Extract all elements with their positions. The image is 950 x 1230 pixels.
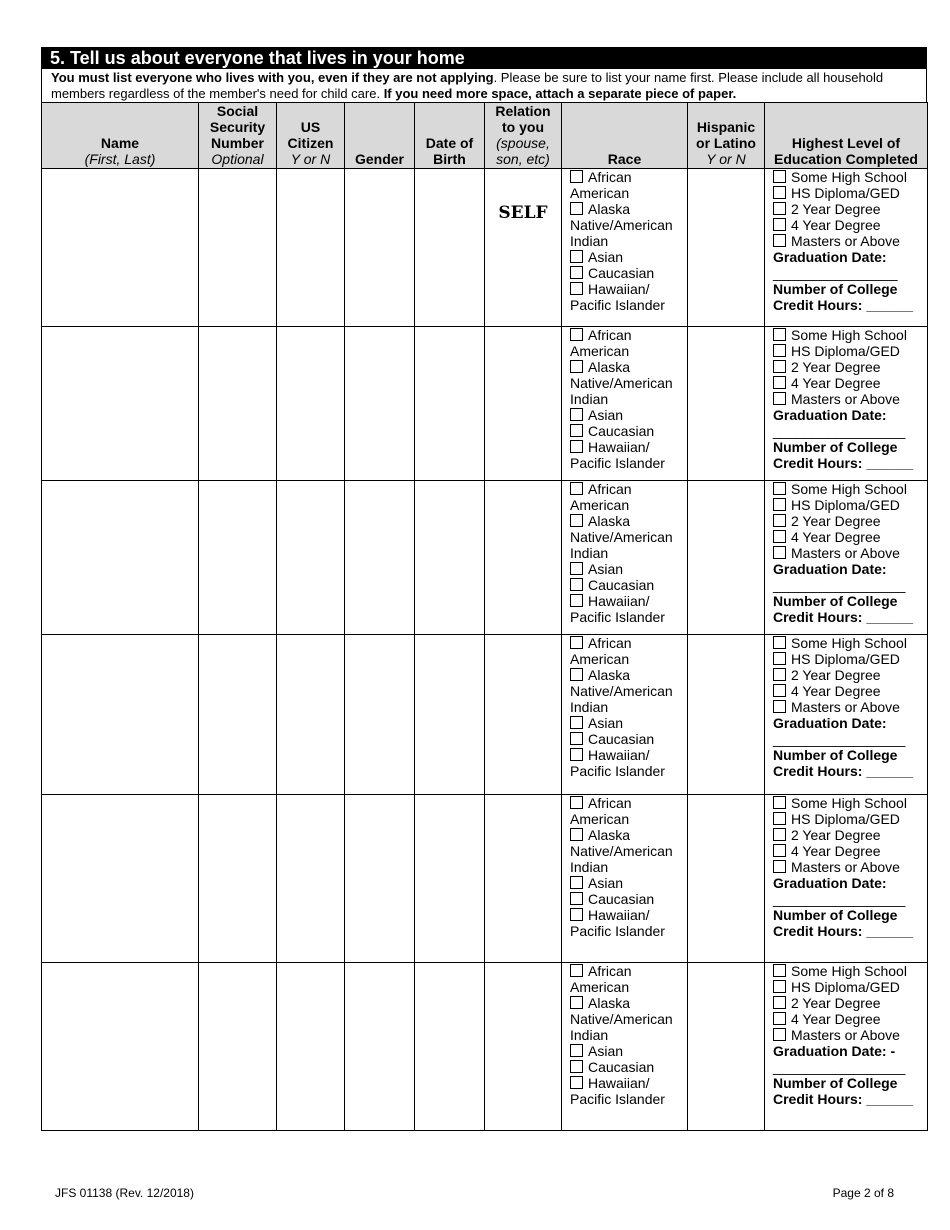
education-option[interactable]: 4 Year Degree <box>773 217 923 233</box>
education-cell <box>765 169 928 327</box>
dob-cell[interactable] <box>415 481 485 635</box>
checkbox-icon[interactable] <box>570 266 583 279</box>
checkbox-icon[interactable] <box>773 202 786 215</box>
checkbox-icon[interactable] <box>570 482 583 495</box>
member-row <box>42 169 928 327</box>
gender-cell[interactable] <box>345 327 415 481</box>
graduation-date-field[interactable]: _________________ <box>773 423 906 439</box>
graduation-date-label: Graduation Date: <box>773 407 887 423</box>
checkbox-icon[interactable] <box>773 996 786 1009</box>
column-header: Relation to you (spouse, son, etc) <box>485 103 562 169</box>
race-option[interactable]: Asian <box>570 875 683 891</box>
race-option[interactable]: African American <box>570 795 632 827</box>
relation-cell[interactable] <box>485 327 562 481</box>
education-option[interactable]: Some High School <box>773 963 923 979</box>
form-id: JFS 01138 (Rev. 12/2018) <box>55 1186 194 1200</box>
credit-hours-label: Number of College <box>773 439 898 455</box>
education-cell <box>765 795 928 963</box>
graduation-date-field[interactable]: _________________ <box>773 577 906 593</box>
education-cell <box>765 963 928 1131</box>
credit-hours-field[interactable]: Credit Hours: ______ <box>773 763 914 779</box>
checkbox-icon[interactable] <box>773 234 786 247</box>
education-option[interactable]: 2 Year Degree <box>773 667 923 683</box>
relation-cell[interactable] <box>485 963 562 1131</box>
hispanic-cell[interactable] <box>688 963 765 1131</box>
name-cell[interactable] <box>42 635 199 795</box>
education-option[interactable]: Masters or Above <box>773 699 923 715</box>
race-cell <box>562 635 688 795</box>
checkbox-icon[interactable] <box>570 360 583 373</box>
race-option[interactable]: Asian <box>570 561 683 577</box>
checkbox-icon[interactable] <box>773 1012 786 1025</box>
checkbox-icon[interactable] <box>570 170 583 183</box>
education-option[interactable]: 4 Year Degree <box>773 683 923 699</box>
credit-hours-field[interactable]: Credit Hours: ______ <box>773 1091 914 1107</box>
column-header: Date of Birth <box>415 103 485 169</box>
checkbox-icon[interactable] <box>773 344 786 357</box>
education-option[interactable]: Some High School <box>773 481 923 497</box>
race-option[interactable]: Caucasian <box>570 731 683 747</box>
checkbox-icon[interactable] <box>570 594 583 607</box>
dob-cell[interactable] <box>415 635 485 795</box>
checkbox-icon[interactable] <box>773 530 786 543</box>
race-cell <box>562 963 688 1131</box>
race-option[interactable]: Alaska Native/American Indian <box>570 995 673 1043</box>
checkbox-icon[interactable] <box>570 908 583 921</box>
checkbox-icon[interactable] <box>570 514 583 527</box>
checkbox-icon[interactable] <box>570 732 583 745</box>
dob-cell[interactable] <box>415 327 485 481</box>
checkbox-icon[interactable] <box>570 1044 583 1057</box>
education-option[interactable]: HS Diploma/GED <box>773 185 923 201</box>
education-option[interactable]: Masters or Above <box>773 1027 923 1043</box>
citizen-cell[interactable] <box>277 795 345 963</box>
education-option[interactable]: Some High School <box>773 169 923 185</box>
checkbox-icon[interactable] <box>773 636 786 649</box>
race-option[interactable]: Caucasian <box>570 891 683 907</box>
ssn-cell[interactable] <box>199 963 277 1131</box>
education-option[interactable]: HS Diploma/GED <box>773 343 923 359</box>
race-option[interactable]: Hawaiian/ Pacific Islander <box>570 907 665 939</box>
race-option[interactable]: Asian <box>570 715 683 731</box>
checkbox-icon[interactable] <box>570 282 583 295</box>
member-row <box>42 635 928 795</box>
education-option[interactable]: 4 Year Degree <box>773 529 923 545</box>
citizen-cell[interactable] <box>277 327 345 481</box>
education-option[interactable]: Masters or Above <box>773 859 923 875</box>
checkbox-icon[interactable] <box>773 652 786 665</box>
education-option[interactable]: Masters or Above <box>773 233 923 249</box>
checkbox-icon[interactable] <box>773 668 786 681</box>
race-option[interactable]: Hawaiian/ Pacific Islander <box>570 439 665 471</box>
checkbox-icon[interactable] <box>773 482 786 495</box>
race-option[interactable]: Alaska Native/American Indian <box>570 667 673 715</box>
education-option[interactable]: 2 Year Degree <box>773 201 923 217</box>
race-option[interactable]: Alaska Native/American Indian <box>570 201 673 249</box>
checkbox-icon[interactable] <box>570 876 583 889</box>
education-option[interactable]: 4 Year Degree <box>773 843 923 859</box>
checkbox-icon[interactable] <box>773 218 786 231</box>
race-option[interactable]: Caucasian <box>570 577 683 593</box>
relation-cell[interactable] <box>485 169 562 327</box>
checkbox-icon[interactable] <box>570 578 583 591</box>
member-row <box>42 963 928 1131</box>
relation-cell[interactable] <box>485 635 562 795</box>
graduation-date-field[interactable]: _________________ <box>773 731 906 747</box>
checkbox-icon[interactable] <box>773 964 786 977</box>
education-cell <box>765 635 928 795</box>
race-option[interactable]: Alaska Native/American Indian <box>570 513 673 561</box>
checkbox-icon[interactable] <box>773 328 786 341</box>
checkbox-icon[interactable] <box>773 844 786 857</box>
education-option[interactable]: Masters or Above <box>773 545 923 561</box>
checkbox-icon[interactable] <box>570 250 583 263</box>
education-option[interactable]: HS Diploma/GED <box>773 651 923 667</box>
credit-hours-label: Number of College <box>773 747 898 763</box>
checkbox-icon[interactable] <box>773 1028 786 1041</box>
column-header: Hispanic or Latino Y or N <box>688 103 765 169</box>
ssn-cell[interactable] <box>199 635 277 795</box>
ssn-cell[interactable] <box>199 169 277 327</box>
column-header: Name (First, Last) <box>42 103 199 169</box>
race-cell <box>562 795 688 963</box>
checkbox-icon[interactable] <box>773 828 786 841</box>
citizen-cell[interactable] <box>277 169 345 327</box>
checkbox-icon[interactable] <box>773 546 786 559</box>
race-option[interactable]: African American <box>570 481 632 513</box>
graduation-date-label: Graduation Date: <box>773 875 887 891</box>
section-title: 5. Tell us about everyone that lives in your home <box>41 47 927 69</box>
race-option[interactable]: African American <box>570 963 632 995</box>
credit-hours-label: Number of College <box>773 1075 898 1091</box>
graduation-date-field[interactable]: _________________ <box>773 1059 906 1075</box>
race-option[interactable]: Caucasian <box>570 265 683 281</box>
dob-cell[interactable] <box>415 795 485 963</box>
name-cell[interactable] <box>42 963 199 1131</box>
checkbox-icon[interactable] <box>773 860 786 873</box>
education-option[interactable]: Some High School <box>773 795 923 811</box>
gender-cell[interactable] <box>345 795 415 963</box>
hispanic-cell[interactable] <box>688 481 765 635</box>
race-option[interactable]: Hawaiian/ Pacific Islander <box>570 1075 665 1107</box>
credit-hours-label: Number of College <box>773 281 898 297</box>
checkbox-icon[interactable] <box>570 202 583 215</box>
column-header: US Citizen Y or N <box>277 103 345 169</box>
checkbox-icon[interactable] <box>570 408 583 421</box>
citizen-cell[interactable] <box>277 963 345 1131</box>
checkbox-icon[interactable] <box>570 748 583 761</box>
education-option[interactable]: 2 Year Degree <box>773 995 923 1011</box>
checkbox-icon[interactable] <box>570 892 583 905</box>
graduation-date-label: Graduation Date: <box>773 249 887 265</box>
education-option[interactable]: HS Diploma/GED <box>773 979 923 995</box>
checkbox-icon[interactable] <box>773 700 786 713</box>
page-number: Page 2 of 8 <box>832 1186 894 1200</box>
column-header: Race <box>562 103 688 169</box>
graduation-date-field[interactable]: _________________ <box>773 891 906 907</box>
checkbox-icon[interactable] <box>570 828 583 841</box>
ssn-cell[interactable] <box>199 795 277 963</box>
education-option[interactable]: HS Diploma/GED <box>773 497 923 513</box>
checkbox-icon[interactable] <box>773 980 786 993</box>
household-table <box>41 102 928 1131</box>
checkbox-icon[interactable] <box>570 562 583 575</box>
household-section <box>41 47 927 1131</box>
checkbox-icon[interactable] <box>773 360 786 373</box>
gender-cell[interactable] <box>345 481 415 635</box>
graduation-date-label: Graduation Date: <box>773 715 887 731</box>
hispanic-cell[interactable] <box>688 327 765 481</box>
education-option[interactable]: HS Diploma/GED <box>773 811 923 827</box>
member-row <box>42 481 928 635</box>
credit-hours-field[interactable]: Credit Hours: ______ <box>773 923 914 939</box>
checkbox-icon[interactable] <box>773 514 786 527</box>
name-cell[interactable] <box>42 327 199 481</box>
checkbox-icon[interactable] <box>570 716 583 729</box>
column-header: Social Security Number Optional <box>199 103 277 169</box>
credit-hours-field[interactable]: Credit Hours: ______ <box>773 297 914 313</box>
name-cell[interactable] <box>42 481 199 635</box>
education-option[interactable]: Some High School <box>773 327 923 343</box>
checkbox-icon[interactable] <box>773 498 786 511</box>
hispanic-cell[interactable] <box>688 169 765 327</box>
education-option[interactable]: 2 Year Degree <box>773 827 923 843</box>
gender-cell[interactable] <box>345 169 415 327</box>
section-instructions: You must list everyone who lives with you, even if they are not applying. Please be sure to list your name first. Please include all household members regardless of the member's need for child care. If you need more space, attach a separate piece of paper. <box>41 69 927 102</box>
hispanic-cell[interactable] <box>688 795 765 963</box>
education-option[interactable]: 2 Year Degree <box>773 513 923 529</box>
citizen-cell[interactable] <box>277 481 345 635</box>
dob-cell[interactable] <box>415 963 485 1131</box>
race-option[interactable]: Hawaiian/ Pacific Islander <box>570 281 665 313</box>
checkbox-icon[interactable] <box>570 440 583 453</box>
checkbox-icon[interactable] <box>773 186 786 199</box>
name-cell[interactable] <box>42 795 199 963</box>
checkbox-icon[interactable] <box>773 684 786 697</box>
credit-hours-field[interactable]: Credit Hours: ______ <box>773 609 914 625</box>
member-row <box>42 327 928 481</box>
education-option[interactable]: 4 Year Degree <box>773 1011 923 1027</box>
race-option[interactable]: African American <box>570 635 632 667</box>
member-row <box>42 795 928 963</box>
race-option[interactable]: Caucasian <box>570 1059 683 1075</box>
race-cell <box>562 481 688 635</box>
credit-hours-label: Number of College <box>773 593 898 609</box>
hispanic-cell[interactable] <box>688 635 765 795</box>
gender-cell[interactable] <box>345 635 415 795</box>
graduation-date-label: Graduation Date: - <box>773 1043 896 1059</box>
race-option[interactable]: African American <box>570 327 632 359</box>
education-cell <box>765 481 928 635</box>
name-cell[interactable] <box>42 169 199 327</box>
dob-cell[interactable] <box>415 169 485 327</box>
race-option[interactable]: Caucasian <box>570 423 683 439</box>
checkbox-icon[interactable] <box>570 668 583 681</box>
race-option[interactable]: Alaska Native/American Indian <box>570 827 673 875</box>
ssn-cell[interactable] <box>199 327 277 481</box>
relation-value: SELF <box>498 203 548 223</box>
checkbox-icon[interactable] <box>570 328 583 341</box>
race-option[interactable]: Hawaiian/ Pacific Islander <box>570 593 665 625</box>
checkbox-icon[interactable] <box>570 1076 583 1089</box>
education-option[interactable]: Some High School <box>773 635 923 651</box>
graduation-date-label: Graduation Date: <box>773 561 887 577</box>
column-header: Gender <box>345 103 415 169</box>
checkbox-icon[interactable] <box>773 376 786 389</box>
graduation-date-field[interactable]: ________________ <box>773 265 898 281</box>
education-option[interactable]: 2 Year Degree <box>773 359 923 375</box>
checkbox-icon[interactable] <box>570 636 583 649</box>
education-option[interactable]: Masters or Above <box>773 391 923 407</box>
education-option[interactable]: 4 Year Degree <box>773 375 923 391</box>
credit-hours-label: Number of College <box>773 907 898 923</box>
race-cell <box>562 169 688 327</box>
race-cell <box>562 327 688 481</box>
credit-hours-field[interactable]: Credit Hours: ______ <box>773 455 914 471</box>
checkbox-icon[interactable] <box>773 170 786 183</box>
citizen-cell[interactable] <box>277 635 345 795</box>
checkbox-icon[interactable] <box>570 964 583 977</box>
gender-cell[interactable] <box>345 963 415 1131</box>
race-option[interactable]: Hawaiian/ Pacific Islander <box>570 747 665 779</box>
checkbox-icon[interactable] <box>773 796 786 809</box>
race-option[interactable]: African American <box>570 169 632 201</box>
race-option[interactable]: Alaska Native/American Indian <box>570 359 673 407</box>
relation-cell[interactable] <box>485 795 562 963</box>
relation-cell[interactable] <box>485 481 562 635</box>
checkbox-icon[interactable] <box>570 996 583 1009</box>
column-header: Highest Level of Education Completed <box>765 103 928 169</box>
checkbox-icon[interactable] <box>570 796 583 809</box>
race-option[interactable]: Asian <box>570 407 683 423</box>
ssn-cell[interactable] <box>199 481 277 635</box>
race-option[interactable]: Asian <box>570 1043 683 1059</box>
education-cell <box>765 327 928 481</box>
checkbox-icon[interactable] <box>773 812 786 825</box>
race-option[interactable]: Asian <box>570 249 683 265</box>
checkbox-icon[interactable] <box>570 424 583 437</box>
checkbox-icon[interactable] <box>570 1060 583 1073</box>
checkbox-icon[interactable] <box>773 392 786 405</box>
